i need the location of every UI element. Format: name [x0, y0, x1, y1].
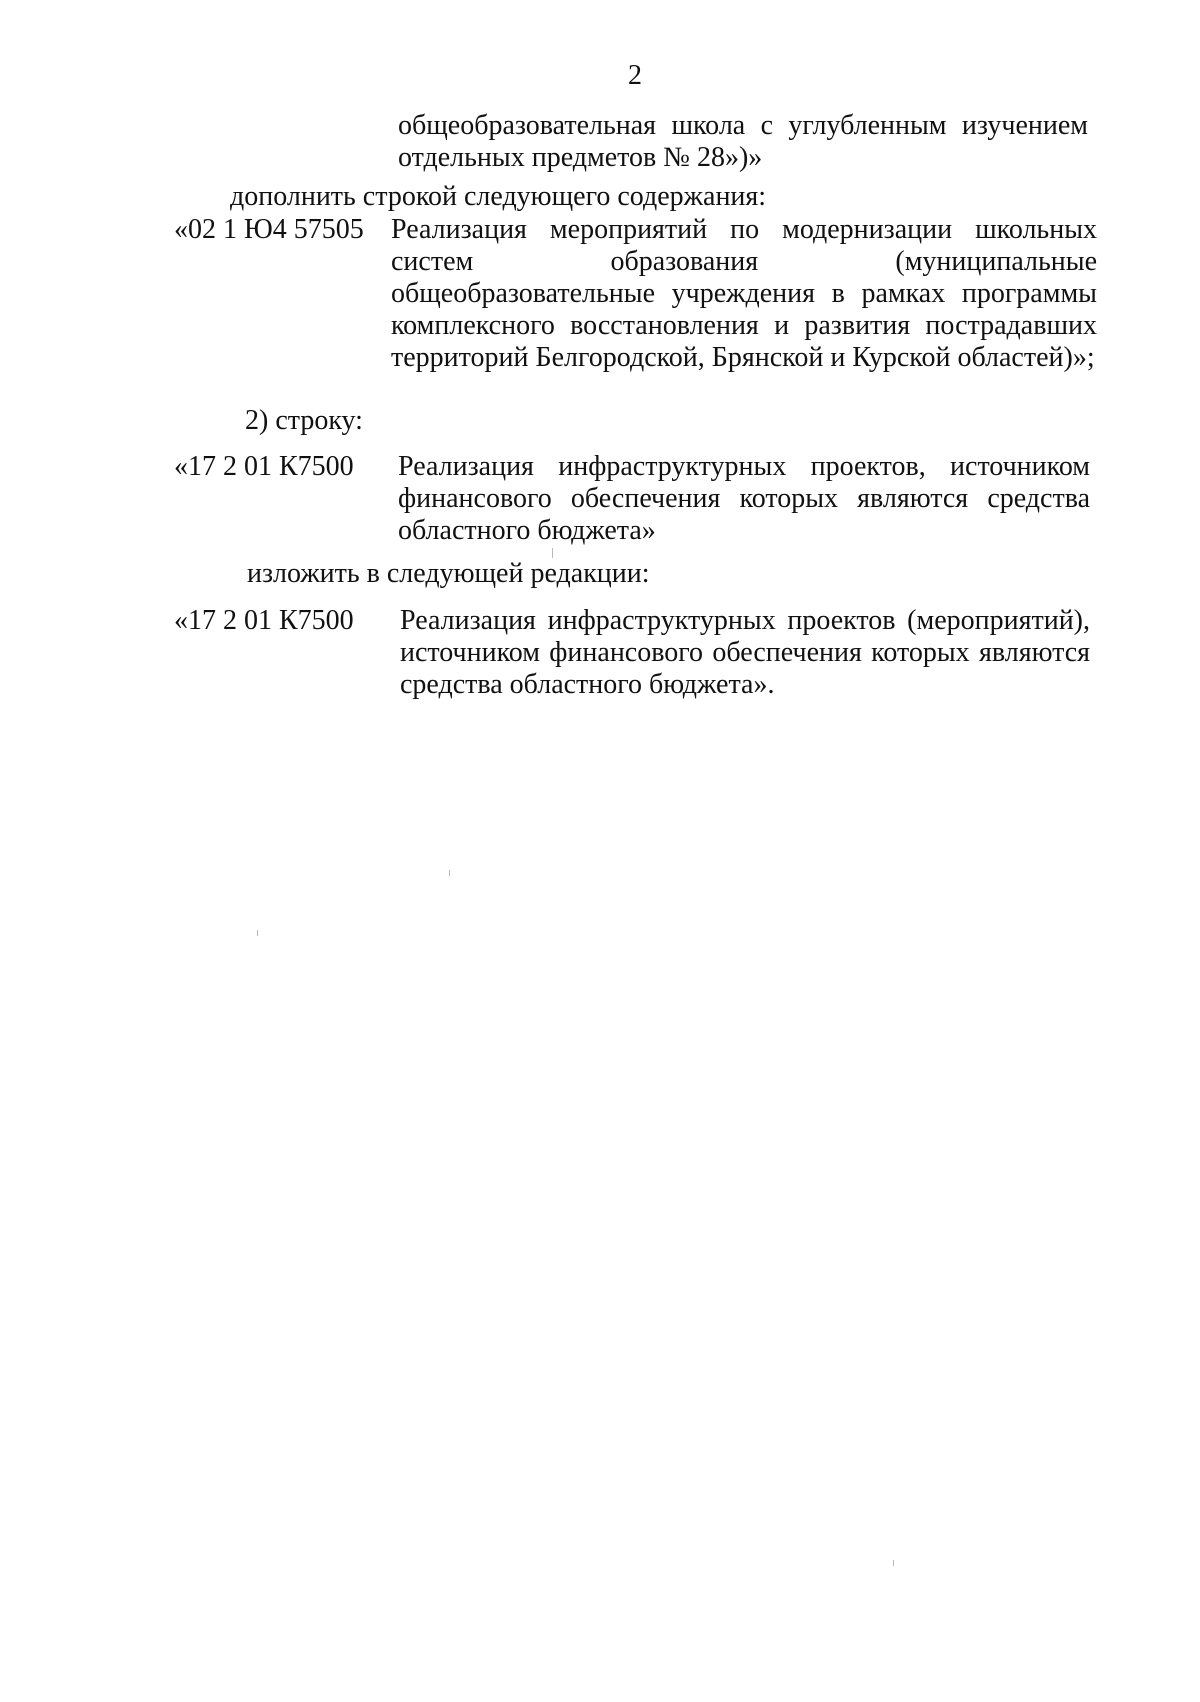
old-row-text: Реализация инфраструктурных проектов, источником финансового обеспечения которых являются средства областного бюджета» [398, 451, 1090, 546]
scan-speck [552, 548, 553, 558]
replacement-row-code: «17 2 01 К7500 [174, 605, 354, 636]
new-row-text: Реализация мероприятий по модернизации школьных систем образования (муниципальные общеобразовательные учреждения в рамках программы комплексного восстановления и развития пострадавших территорий Белгородской, Брянской и Курской областей)»; [391, 214, 1097, 373]
scan-speck [449, 870, 450, 876]
page-number: 2 [628, 60, 642, 91]
scan-speck [257, 930, 258, 936]
scan-speck [893, 1560, 894, 1566]
new-row-code: «02 1 Ю4 57505 [174, 214, 364, 245]
old-row-code: «17 2 01 К7500 [174, 451, 354, 482]
instruction-replace: изложить в следующей редакции: [247, 558, 650, 589]
item-2-label: 2) строку: [245, 405, 363, 436]
continuation-text: общеобразовательная школа с углубленным изучением отдельных предметов № 28»)» [398, 110, 1088, 173]
instruction-add: дополнить строкой следующего содержания: [230, 181, 767, 212]
replacement-row-text: Реализация инфраструктурных проектов (мероприятий), источником финансового обеспечения которых являются средства областного бюджета». [400, 605, 1090, 700]
